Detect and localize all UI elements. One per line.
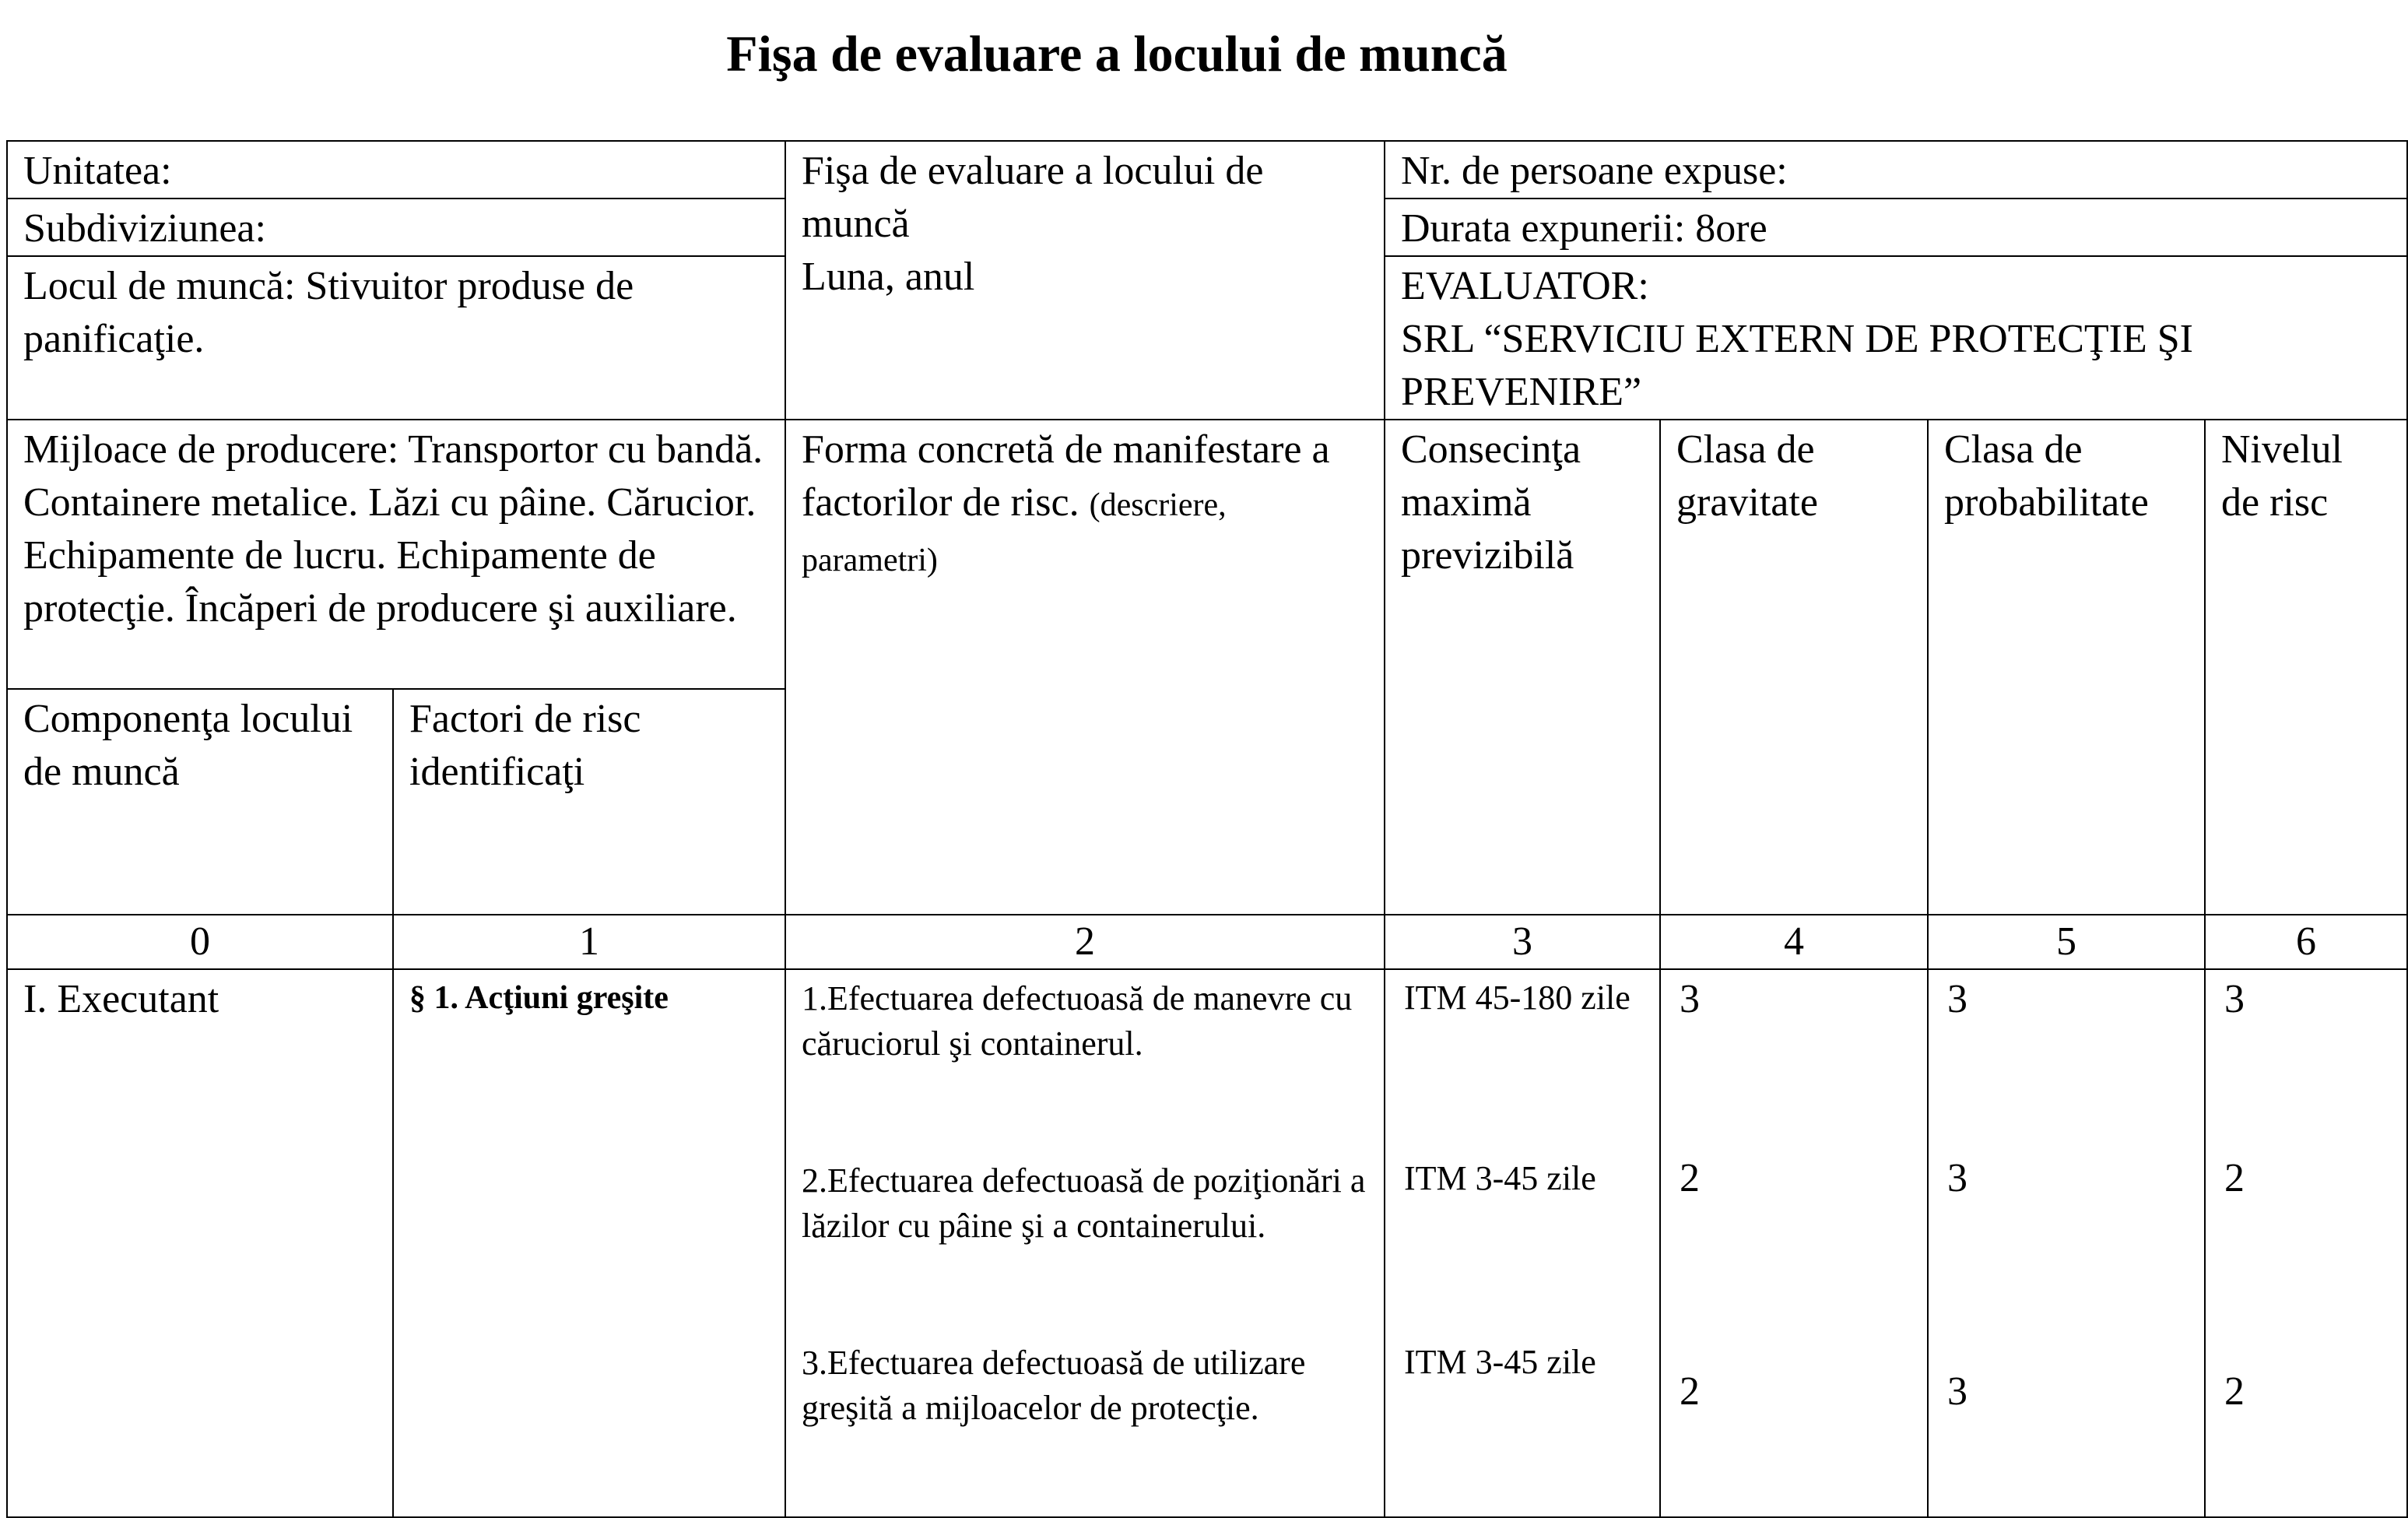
persons-exposed-label: Nr. de persoane expuse: <box>1401 149 1788 193</box>
severity-cell <box>1660 969 1928 1517</box>
severity-2: 2 <box>1680 1156 1700 1200</box>
means-of-production-cell <box>7 420 785 689</box>
probability-1: 3 <box>1947 977 1967 1021</box>
subdivision-label: Subdiviziunea: <box>23 206 266 251</box>
severity-class-label: Clasa de gravitate <box>1676 427 1818 525</box>
component-label: Componenţa locului de muncă <box>23 697 353 794</box>
column-number-0: 0 <box>7 915 393 969</box>
exposure-duration-cell <box>1385 199 2407 256</box>
max-consequence-header <box>1385 420 1660 915</box>
risk-description-1: 1.Efectuarea defectuoasă de manevre cu căruciorul şi containerul. <box>802 979 1353 1063</box>
concrete-form-note: (descriere, parametri) <box>802 487 1227 578</box>
component-cell <box>7 969 393 1517</box>
sheet-label: Fişa de evaluare a locului de muncă <box>802 149 1264 246</box>
risk-level-header <box>2205 420 2407 915</box>
document-title: Fişa de evaluare a locului de muncă <box>726 26 1508 83</box>
unit-cell <box>7 141 785 199</box>
month-year-label: Luna, anul <box>802 255 975 299</box>
evaluator-name: SRL “SERVICIU EXTERN DE PROTECŢIE ŞI PREVENIRE” <box>1401 317 2193 414</box>
consequence-3: ITM 3-45 zile <box>1404 1343 1596 1381</box>
risk-factors-header <box>393 689 785 915</box>
evaluation-table <box>6 140 2408 1518</box>
concrete-form-label: Forma concretă de manifestare a factorilor de risc. <box>802 427 1330 525</box>
column-number-1: 1 <box>393 915 785 969</box>
column-number-2: 2 <box>785 915 1385 969</box>
subdivision-cell <box>7 199 785 256</box>
probability-3: 3 <box>1947 1369 1967 1414</box>
risk-level-2: 2 <box>2224 1156 2245 1200</box>
risk-level-cell <box>2205 969 2407 1517</box>
risk-level-1: 3 <box>2224 977 2245 1021</box>
probability-cell <box>1928 969 2205 1517</box>
column-number-6: 6 <box>2205 915 2407 969</box>
evaluator-label: EVALUATOR: <box>1401 264 1649 308</box>
risk-description-2: 2.Efectuarea defectuoasă de poziţionări a lăzilor cu pâine şi a containerului. <box>802 1161 1366 1245</box>
column-number-4: 4 <box>1660 915 1928 969</box>
concrete-form-header <box>785 420 1385 915</box>
sheet-title-cell <box>785 141 1385 420</box>
evaluator-cell <box>1385 256 2407 420</box>
consequence-cell <box>1385 969 1660 1517</box>
table-row <box>7 969 2407 1517</box>
unit-label: Unitatea: <box>23 149 172 193</box>
max-consequence-label: Consecinţa maximă previzibilă <box>1401 427 1581 578</box>
consequence-2: ITM 3-45 zile <box>1404 1159 1596 1197</box>
component-header <box>7 689 393 915</box>
exposure-duration-label: Durata expunerii: 8ore <box>1401 206 1767 251</box>
means-of-production-label: Mijloace de producere: Transportor cu bandă. Containere metalice. Lăzi cu pâine. Cărucior. Echipamente de lucru. Echipamente de protecţie. Încăperi de producere şi auxiliare. <box>23 427 763 631</box>
column-number-3: 3 <box>1385 915 1660 969</box>
workplace-cell <box>7 256 785 420</box>
consequence-1: ITM 45-180 zile <box>1404 979 1630 1017</box>
component-value: I. Executant <box>23 977 219 1021</box>
persons-exposed-cell <box>1385 141 2407 199</box>
probability-class-label: Clasa de probabilitate <box>1944 427 2149 525</box>
severity-1: 3 <box>1680 977 1700 1021</box>
probability-2: 3 <box>1947 1156 1967 1200</box>
probability-class-header <box>1928 420 2205 915</box>
risk-description-3: 3.Efectuarea defectuoasă de utilizare greşită a mijloacelor de protecţie. <box>802 1344 1306 1427</box>
factor-cell <box>393 969 785 1517</box>
risk-factors-label: Factori de risc identificaţi <box>409 697 641 794</box>
risk-level-label: Nivelul de risc <box>2221 427 2343 525</box>
risk-level-3: 2 <box>2224 1369 2245 1414</box>
severity-class-header <box>1660 420 1928 915</box>
factor-value: § 1. Acţiuni greşite <box>409 980 669 1016</box>
column-number-5: 5 <box>1928 915 2205 969</box>
workplace-label: Locul de muncă: Stivuitor produse de panificaţie. <box>23 264 634 361</box>
description-cell <box>785 969 1385 1517</box>
severity-3: 2 <box>1680 1369 1700 1414</box>
